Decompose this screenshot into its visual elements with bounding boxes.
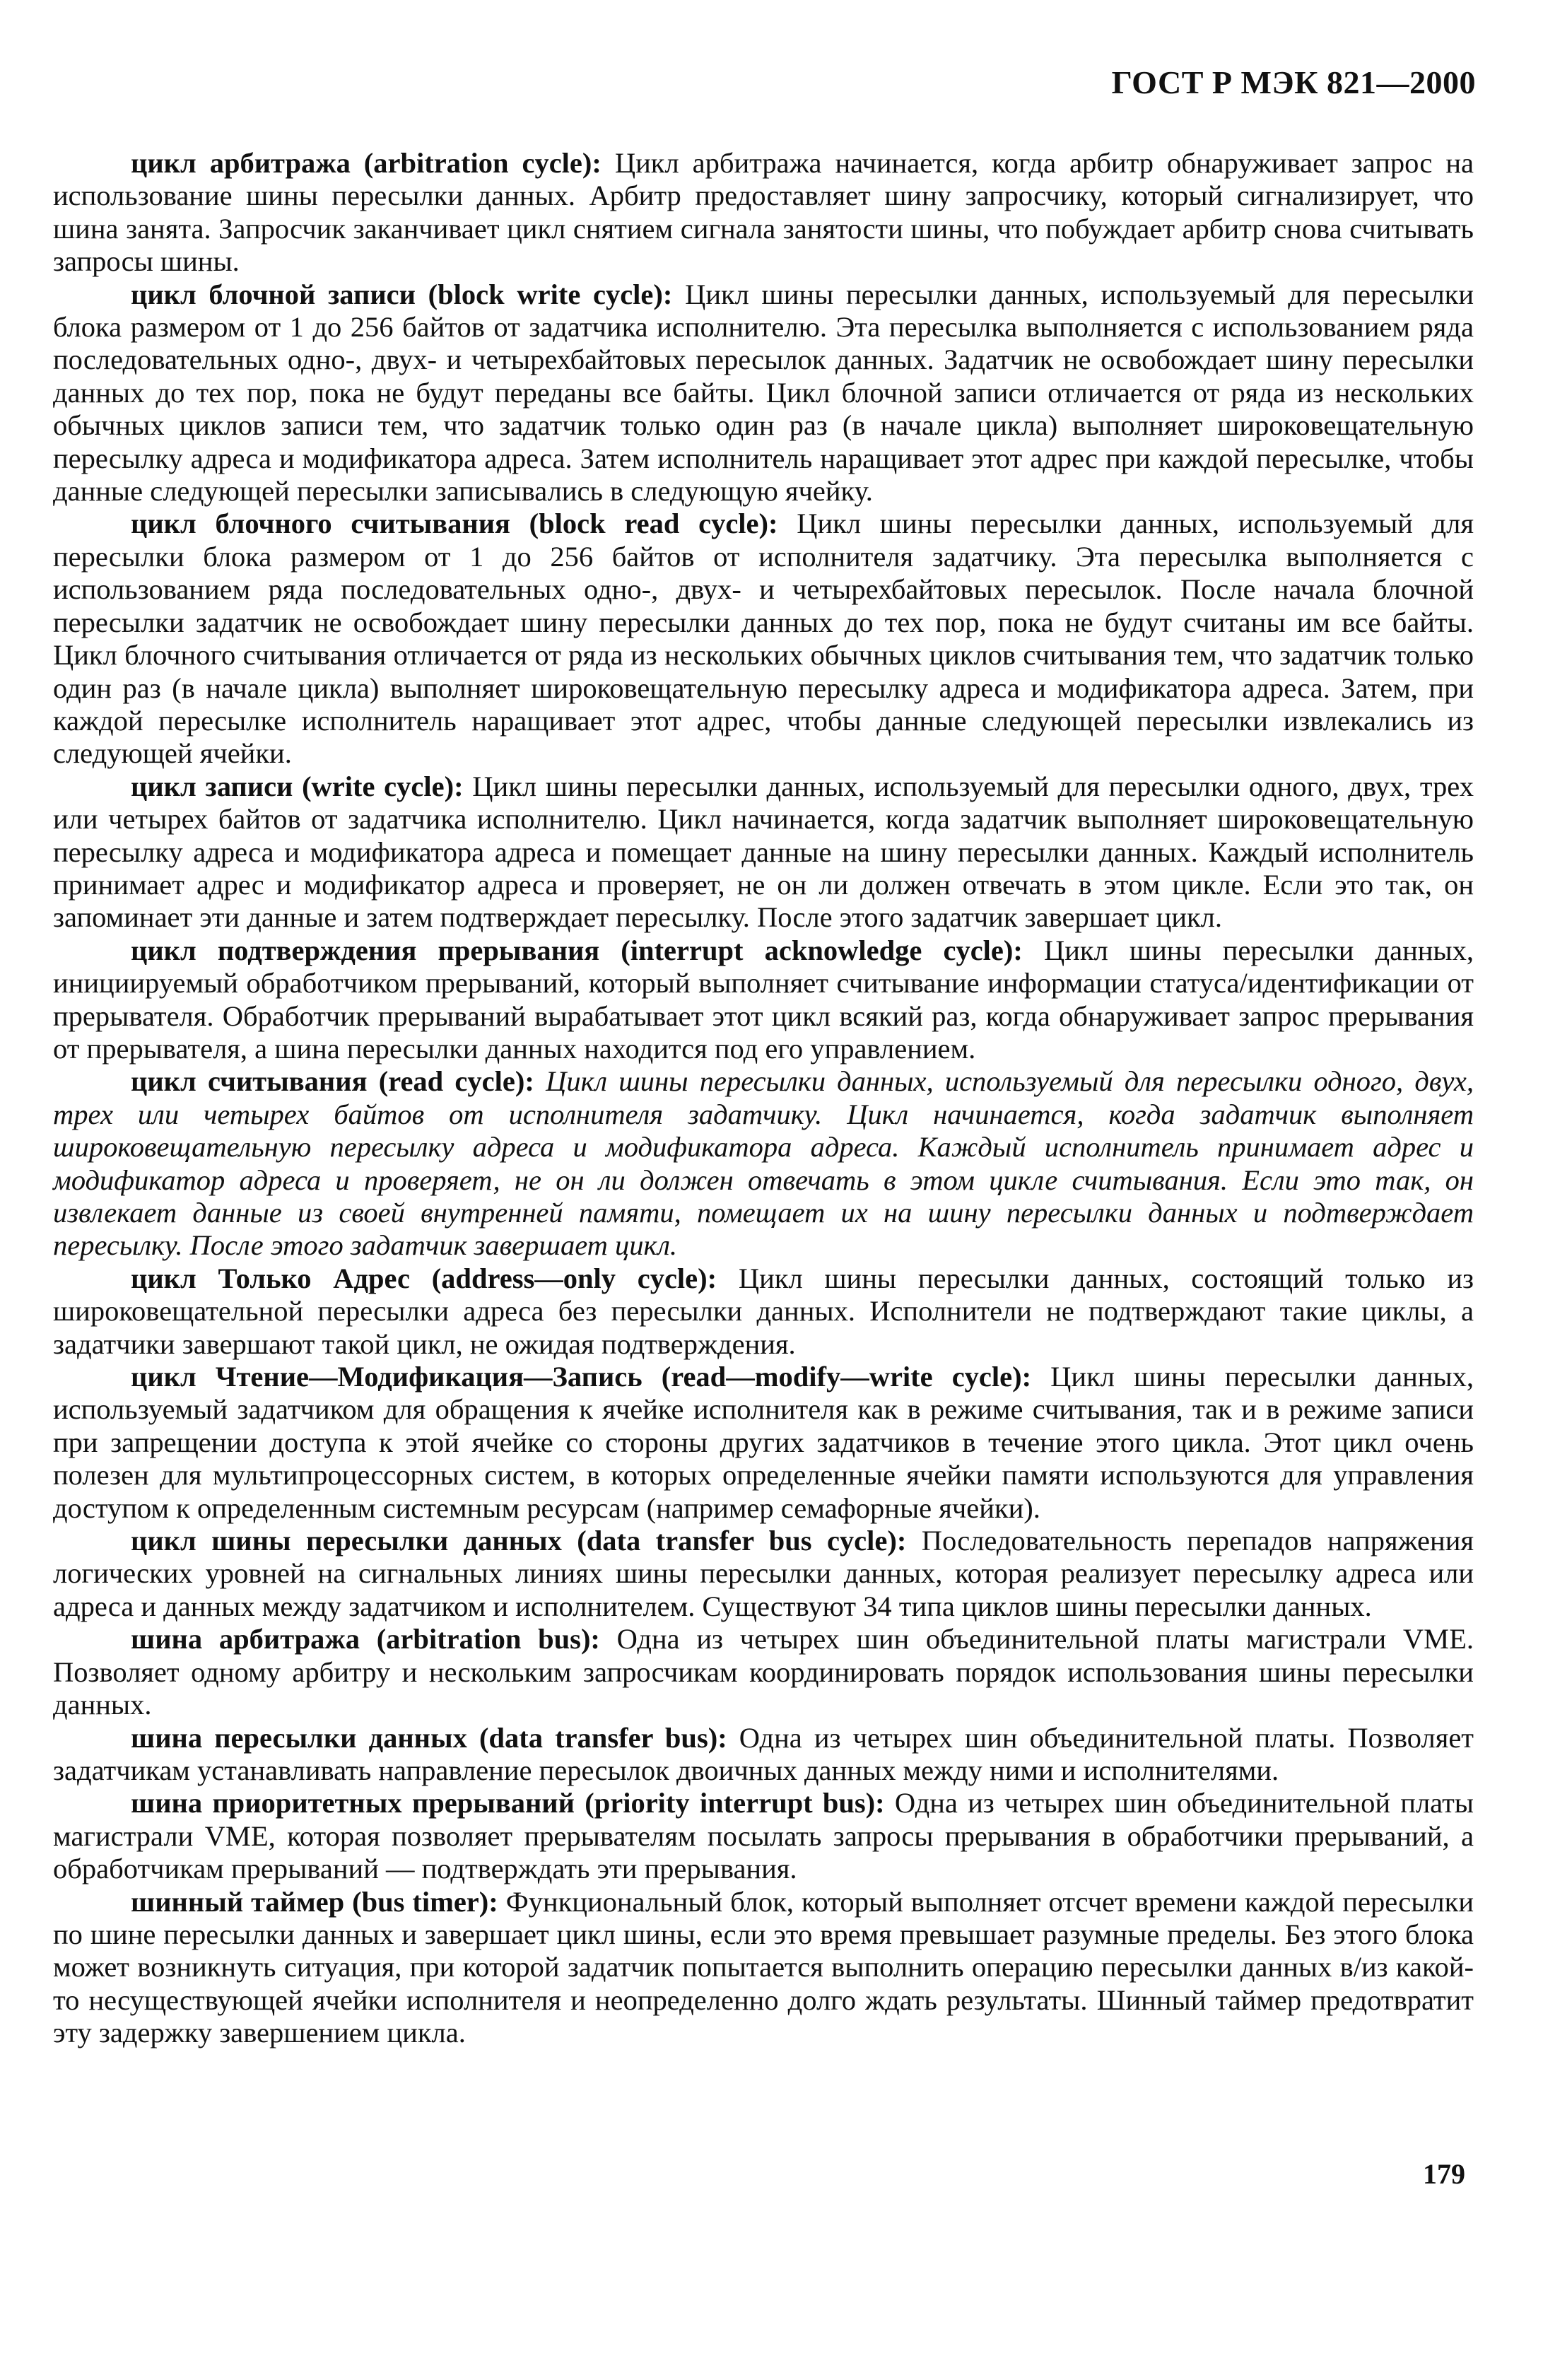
term: цикл блочной записи (block write cycle):: [131, 278, 673, 310]
glossary-body: [53, 147, 1474, 2050]
term: цикл Только Адрес (address—only cycle):: [131, 1262, 717, 1294]
document-code-header: ГОСТ Р МЭК 821—2000: [1111, 64, 1476, 100]
term: цикл арбитража (arbitration cycle):: [131, 147, 602, 179]
definition: Цикл шины пересылки данных, используемый для пересылки одного, двух, трех или четырех байтов от задатчика исполнителю. Цикл начинается, когда задатчик выполняет широковещательную пересылку адреса и модификатора адреса и помещает данные на шину пересылки данных. Каждый исполнитель принимает адрес и модификатор адреса и проверяет, не он ли должен отвечать в этом цикле. Если это так, он запоминает эти данные и затем подтверждает пересылку. После этого задатчик завершает цикл.: [53, 770, 1474, 934]
glossary-entry-write-cycle: [53, 770, 1474, 934]
term: цикл подтверждения прерывания (interrupt acknowledge cycle):: [131, 934, 1023, 966]
glossary-entry-block-write-cycle: [53, 279, 1474, 508]
glossary-entry-priority-interrupt-bus: [53, 1787, 1474, 1885]
term: цикл Чтение—Модификация—Запись (read—modify—write cycle):: [131, 1361, 1032, 1393]
glossary-entry-bus-timer: [53, 1886, 1474, 2050]
definition: Цикл шины пересылки данных, используемый задатчиком для обращения к ячейке исполнителя как в режиме считывания, так и в режиме записи при запрещении доступа к этой ячейке со стороны других задатчиков в течение этого цикла. Этот цикл очень полезен для мультипроцессорных систем, в которых определенные ячейки памяти используются для управления доступом к определенным системным ресурсам (например семафорные ячейки).: [53, 1361, 1474, 1524]
definition: Цикл шины пересылки данных, используемый для пересылки блока размером от 1 до 256 байтов от исполнителя задатчику. Эта пересылка выполняется с использованием ряда последовательных одно-, двух- и четырехбайтовых пересылок. После начала блочной пересылки задатчик не освобождает шину пересылки данных до тех пор, пока не будут считаны им все байты. Цикл блочного считывания отличается от ряда из нескольких обычных циклов считывания тем, что задатчик только один раз (в начале цикла) выполняет широковещательную пересылку адреса и модификатора адреса. Затем, при каждой пересылке исполнитель наращивает этот адрес, чтобы данные следующей пересылки извлекались из следующей ячейки.: [53, 508, 1474, 770]
term: цикл считывания (read cycle):: [131, 1065, 534, 1098]
definition: Одна из четырех шин объединительной платы магистрали VME. Позволяет одному арбитру и нескольким запросчикам координировать порядок использования шины пересылки данных.: [53, 1623, 1474, 1721]
definition: Цикл шины пересылки данных, используемый для пересылки одного, двух, трех или четырех байтов от исполнителя задатчику. Цикл начинается, когда задатчик выполняет широковещательную пересылку адреса и модификатора адреса. Каждый исполнитель принимает адрес и модификатор адреса и проверяет, не он ли должен отвечать в этом цикле считывания. Если это так, он извлекает данные из своей внутренней памяти, помещает их на шину пересылки данных и подтверждает пересылку. После этого задатчик завершает цикл.: [53, 1065, 1474, 1262]
term: цикл записи (write cycle):: [131, 770, 464, 802]
glossary-entry-read-cycle: [53, 1065, 1474, 1262]
term: цикл блочного считывания (block read cycle):: [131, 508, 778, 540]
glossary-entry-block-read-cycle: [53, 508, 1474, 770]
term: цикл шины пересылки данных (data transfer bus cycle):: [131, 1525, 907, 1557]
glossary-entry-arbitration-cycle: [53, 147, 1474, 279]
definition: Цикл арбитража начинается, когда арбитр обнаруживает запрос на использование шины пересылки данных. Арбитр предоставляет шину запросчику, который сигнализирует, что шина занята. Запросчик заканчивает цикл снятием сигнала занятости шины, что побуждает арбитр снова считывать запросы шины.: [53, 147, 1474, 278]
term: шинный таймер (bus timer):: [131, 1885, 498, 1918]
term: шина арбитража (arbitration bus):: [131, 1623, 600, 1655]
definition: Функциональный блок, который выполняет отсчет времени каждой пересылки по шине пересылки данных и завершает цикл шины, если это время превышает разумные пределы. Без этого блока может возникнуть ситуация, при которой задатчик попытается выполнить операцию пересылки данных в/из какой-то несуществующей ячейки исполнителя и неопределенно долго ждать результаты. Шинный таймер предотвратит эту задержку завершением цикла.: [53, 1885, 1474, 2049]
glossary-entry-data-transfer-bus: [53, 1722, 1474, 1788]
glossary-entry-arbitration-bus: [53, 1623, 1474, 1721]
glossary-entry-address-only-cycle: [53, 1262, 1474, 1361]
definition: Цикл шины пересылки данных, состоящий только из широковещательной пересылки адреса без пересылки данных. Исполнители не подтверждают такие циклы, а задатчики завершают такой цикл, не ожидая подтверждения.: [53, 1262, 1474, 1360]
glossary-entry-interrupt-acknowledge-cycle: [53, 934, 1474, 1066]
definition: Цикл шины пересылки данных, инициируемый обработчиком прерываний, который выполняет считывание информации статуса/идентификации от прерывателя. Обработчик прерываний вырабатывает этот цикл всякий раз, когда обнаруживает запрос прерывания от прерывателя, а шина пересылки данных находится под его управлением.: [53, 934, 1474, 1065]
definition: Последовательность перепадов напряжения логических уровней на сигнальных линиях шины пересылки данных, которая реализует пересылку адреса или адреса и данных между задатчиком и исполнителем. Существуют 34 типа циклов шины пересылки данных.: [53, 1525, 1474, 1622]
term: шина приоритетных прерываний (priority interrupt bus):: [131, 1787, 885, 1819]
definition: Цикл шины пересылки данных, используемый для пересылки блока размером от 1 до 256 байтов от задатчика исполнителю. Эта пересылка выполняется с использованием ряда последовательных одно-, двух- и четырехбайтовых пересылок данных. Задатчик не освобождает шину пересылки данных до тех пор, пока не будут переданы все байты. Цикл блочной записи отличается от ряда из нескольких обычных циклов записи тем, что задатчик только один раз (в начале цикла) выполняет широковещательную пересылку адреса и модификатора адреса. Затем исполнитель наращивает этот адрес при каждой пересылке, чтобы данные следующей пересылки записывались в следующую ячейку.: [53, 278, 1474, 508]
page-number: 179: [1423, 2158, 1465, 2190]
definition: Одна из четырех шин объединительной платы магистрали VME, которая позволяет прерывателям посылать запросы прерывания в обработчики прерываний, а обработчикам прерываний — подтверждать эти прерывания.: [53, 1787, 1474, 1885]
glossary-entry-data-transfer-bus-cycle: [53, 1525, 1474, 1623]
term: шина пересылки данных (data transfer bus):: [131, 1721, 727, 1754]
glossary-entry-read-modify-write-cycle: [53, 1361, 1474, 1525]
definition: Одна из четырех шин объединительной платы. Позволяет задатчикам устанавливать направление пересылок двоичных данных между ними и исполнителями.: [53, 1721, 1474, 1786]
